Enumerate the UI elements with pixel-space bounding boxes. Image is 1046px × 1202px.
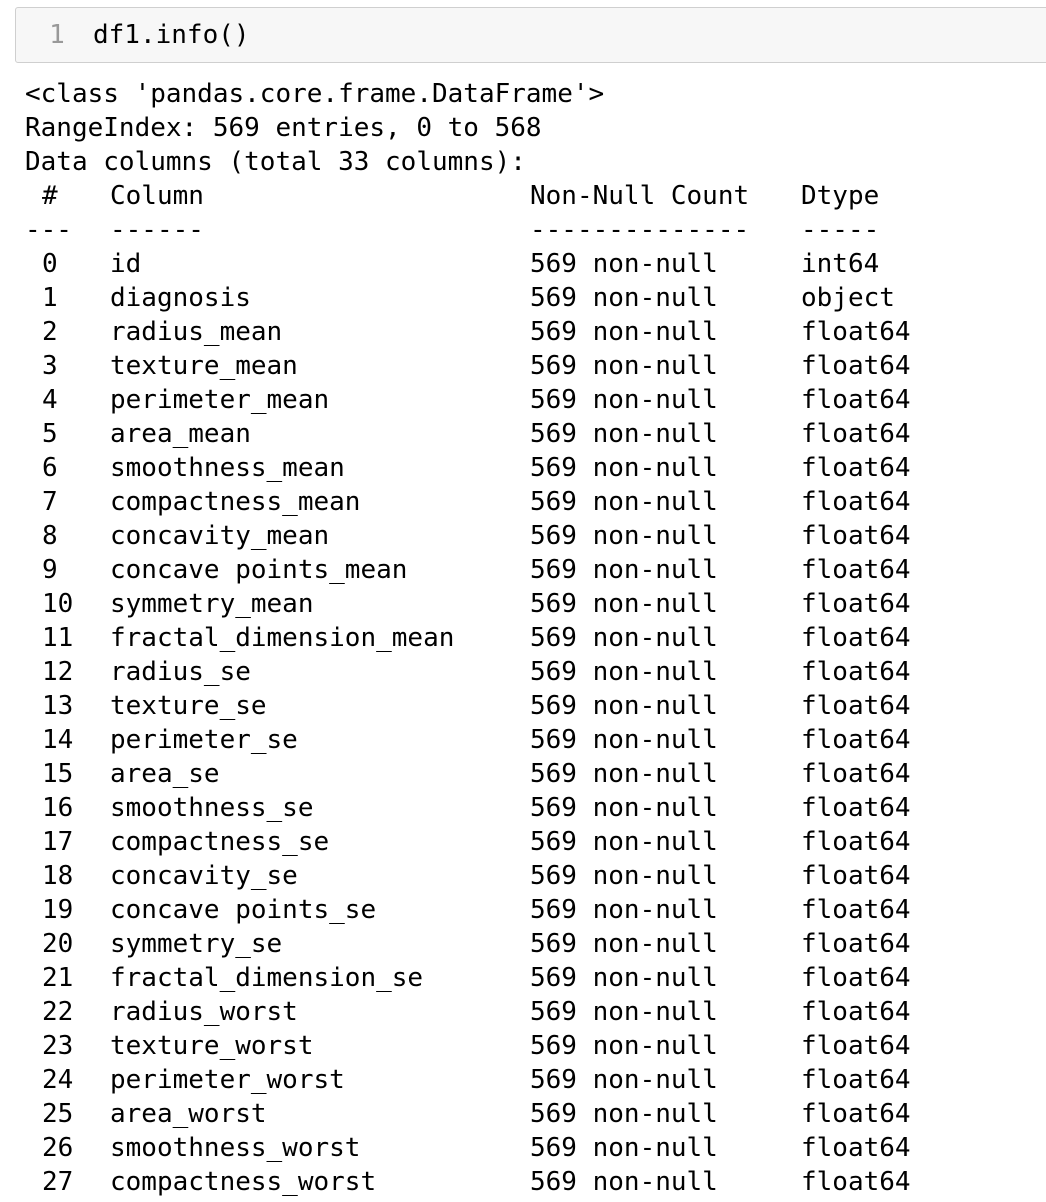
info-table-row [25, 655, 1043, 689]
row-index: 9 [42, 555, 58, 585]
row-non-null-count: 569 non-null [530, 997, 718, 1027]
row-index: 18 [42, 861, 74, 891]
info-table-row [25, 587, 1043, 621]
header-index: # [42, 181, 58, 211]
info-table-separator [25, 213, 1043, 247]
row-non-null-count: 569 non-null [530, 929, 718, 959]
row-non-null-count: 569 non-null [530, 521, 718, 551]
info-table-row [25, 247, 1043, 281]
info-table-row [25, 995, 1043, 1029]
row-index: 5 [42, 419, 58, 449]
row-non-null-count: 569 non-null [530, 1167, 718, 1197]
row-non-null-count: 569 non-null [530, 317, 718, 347]
row-index: 22 [42, 997, 74, 1027]
row-column-name: area_worst [110, 1099, 267, 1129]
row-column-name: fractal_dimension_mean [110, 623, 455, 653]
row-index: 23 [42, 1031, 74, 1061]
info-table-row [25, 893, 1043, 927]
row-index: 10 [42, 589, 74, 619]
row-index: 16 [42, 793, 74, 823]
row-index: 19 [42, 895, 74, 925]
header-dtype: Dtype [801, 181, 880, 211]
row-index: 15 [42, 759, 74, 789]
row-column-name: compactness_se [110, 827, 330, 857]
row-index: 2 [42, 317, 58, 347]
info-table-row [25, 1097, 1043, 1131]
row-non-null-count: 569 non-null [530, 385, 718, 415]
row-dtype: float64 [801, 759, 911, 789]
row-column-name: texture_mean [110, 351, 298, 381]
row-non-null-count: 569 non-null [530, 895, 718, 925]
row-dtype: float64 [801, 793, 911, 823]
header-non-null-count: Non-Null Count [530, 181, 750, 211]
info-table-row [25, 791, 1043, 825]
row-dtype: float64 [801, 657, 911, 687]
row-column-name: radius_mean [110, 317, 283, 347]
row-dtype: float64 [801, 385, 911, 415]
row-non-null-count: 569 non-null [530, 1099, 718, 1129]
separator-column: ------ [110, 215, 204, 245]
info-table-row [25, 757, 1043, 791]
row-dtype: float64 [801, 997, 911, 1027]
row-dtype: float64 [801, 861, 911, 891]
row-index: 24 [42, 1065, 74, 1095]
row-dtype: float64 [801, 929, 911, 959]
row-column-name: id [110, 249, 142, 279]
header-column: Column [110, 181, 204, 211]
row-column-name: concave points_se [110, 895, 377, 925]
row-dtype: float64 [801, 623, 911, 653]
row-index: 7 [42, 487, 58, 517]
row-dtype: float64 [801, 589, 911, 619]
row-non-null-count: 569 non-null [530, 657, 718, 687]
row-dtype: float64 [801, 1099, 911, 1129]
row-column-name: diagnosis [110, 283, 251, 313]
row-non-null-count: 569 non-null [530, 351, 718, 381]
info-table-row [25, 927, 1043, 961]
row-non-null-count: 569 non-null [530, 793, 718, 823]
row-non-null-count: 569 non-null [530, 419, 718, 449]
row-non-null-count: 569 non-null [530, 1065, 718, 1095]
row-column-name: concavity_mean [110, 521, 330, 551]
row-index: 8 [42, 521, 58, 551]
row-column-name: area_mean [110, 419, 251, 449]
row-non-null-count: 569 non-null [530, 963, 718, 993]
row-index: 27 [42, 1167, 74, 1197]
row-column-name: perimeter_se [110, 725, 298, 755]
row-index: 25 [42, 1099, 74, 1129]
row-dtype: object [801, 283, 895, 313]
row-non-null-count: 569 non-null [530, 487, 718, 517]
info-table-row [25, 689, 1043, 723]
row-column-name: smoothness_worst [110, 1133, 361, 1163]
row-column-name: symmetry_se [110, 929, 283, 959]
row-column-name: compactness_mean [110, 487, 361, 517]
row-column-name: area_se [110, 759, 220, 789]
info-table-row [25, 961, 1043, 995]
cell-output [25, 77, 1043, 1199]
info-table-row [25, 553, 1043, 587]
row-dtype: float64 [801, 419, 911, 449]
row-index: 17 [42, 827, 74, 857]
output-range-index: RangeIndex: 569 entries, 0 to 568 [25, 113, 542, 143]
row-non-null-count: 569 non-null [530, 453, 718, 483]
row-column-name: smoothness_mean [110, 453, 345, 483]
info-table-header [25, 179, 1043, 213]
row-dtype: float64 [801, 317, 911, 347]
row-column-name: radius_se [110, 657, 251, 687]
row-dtype: float64 [801, 1031, 911, 1061]
row-index: 0 [42, 249, 58, 279]
code-cell-input[interactable] [15, 7, 1046, 63]
row-column-name: compactness_worst [110, 1167, 377, 1197]
code-editor-text[interactable]: df1.info() [93, 20, 250, 50]
info-table-row [25, 1063, 1043, 1097]
row-index: 12 [42, 657, 74, 687]
row-dtype: float64 [801, 691, 911, 721]
info-table-row [25, 723, 1043, 757]
info-table-row [25, 485, 1043, 519]
output-class-line: <class 'pandas.core.frame.DataFrame'> [25, 79, 605, 109]
row-column-name: concavity_se [110, 861, 298, 891]
row-dtype: float64 [801, 1167, 911, 1197]
info-table-row [25, 349, 1043, 383]
separator-index: --- [25, 215, 72, 245]
row-column-name: concave points_mean [110, 555, 408, 585]
info-table-rows [25, 247, 1043, 1199]
row-dtype: float64 [801, 453, 911, 483]
info-table-row [25, 383, 1043, 417]
info-table-row [25, 281, 1043, 315]
row-dtype: float64 [801, 895, 911, 925]
row-index: 3 [42, 351, 58, 381]
separator-non-null-count: -------------- [530, 215, 750, 245]
row-column-name: symmetry_mean [110, 589, 314, 619]
info-table-row [25, 1131, 1043, 1165]
row-index: 21 [42, 963, 74, 993]
row-dtype: float64 [801, 1065, 911, 1095]
line-number: 1 [49, 20, 65, 50]
row-dtype: float64 [801, 963, 911, 993]
info-table-row [25, 621, 1043, 655]
row-non-null-count: 569 non-null [530, 555, 718, 585]
row-column-name: smoothness_se [110, 793, 314, 823]
row-dtype: float64 [801, 827, 911, 857]
info-table-row [25, 519, 1043, 553]
info-table-row [25, 859, 1043, 893]
row-non-null-count: 569 non-null [530, 249, 718, 279]
row-index: 11 [42, 623, 74, 653]
row-non-null-count: 569 non-null [530, 1031, 718, 1061]
info-table-row [25, 825, 1043, 859]
info-table-row [25, 451, 1043, 485]
row-non-null-count: 569 non-null [530, 283, 718, 313]
row-index: 6 [42, 453, 58, 483]
row-non-null-count: 569 non-null [530, 725, 718, 755]
row-column-name: texture_worst [110, 1031, 314, 1061]
info-table-row [25, 1165, 1043, 1199]
output-data-columns: Data columns (total 33 columns): [25, 147, 526, 177]
row-dtype: float64 [801, 487, 911, 517]
info-table-row [25, 1029, 1043, 1063]
row-non-null-count: 569 non-null [530, 861, 718, 891]
row-index: 1 [42, 283, 58, 313]
row-index: 26 [42, 1133, 74, 1163]
info-table-row [25, 315, 1043, 349]
row-column-name: perimeter_worst [110, 1065, 345, 1095]
row-column-name: fractal_dimension_se [110, 963, 424, 993]
row-dtype: float64 [801, 725, 911, 755]
row-dtype: float64 [801, 351, 911, 381]
row-index: 20 [42, 929, 74, 959]
info-table-row [25, 417, 1043, 451]
row-column-name: texture_se [110, 691, 267, 721]
row-index: 14 [42, 725, 74, 755]
row-non-null-count: 569 non-null [530, 623, 718, 653]
row-dtype: float64 [801, 1133, 911, 1163]
row-non-null-count: 569 non-null [530, 589, 718, 619]
separator-dtype: ----- [801, 215, 880, 245]
row-non-null-count: 569 non-null [530, 1133, 718, 1163]
row-non-null-count: 569 non-null [530, 827, 718, 857]
row-dtype: int64 [801, 249, 880, 279]
row-non-null-count: 569 non-null [530, 759, 718, 789]
row-non-null-count: 569 non-null [530, 691, 718, 721]
row-dtype: float64 [801, 555, 911, 585]
row-index: 13 [42, 691, 74, 721]
row-column-name: perimeter_mean [110, 385, 330, 415]
row-column-name: radius_worst [110, 997, 298, 1027]
row-index: 4 [42, 385, 58, 415]
row-dtype: float64 [801, 521, 911, 551]
